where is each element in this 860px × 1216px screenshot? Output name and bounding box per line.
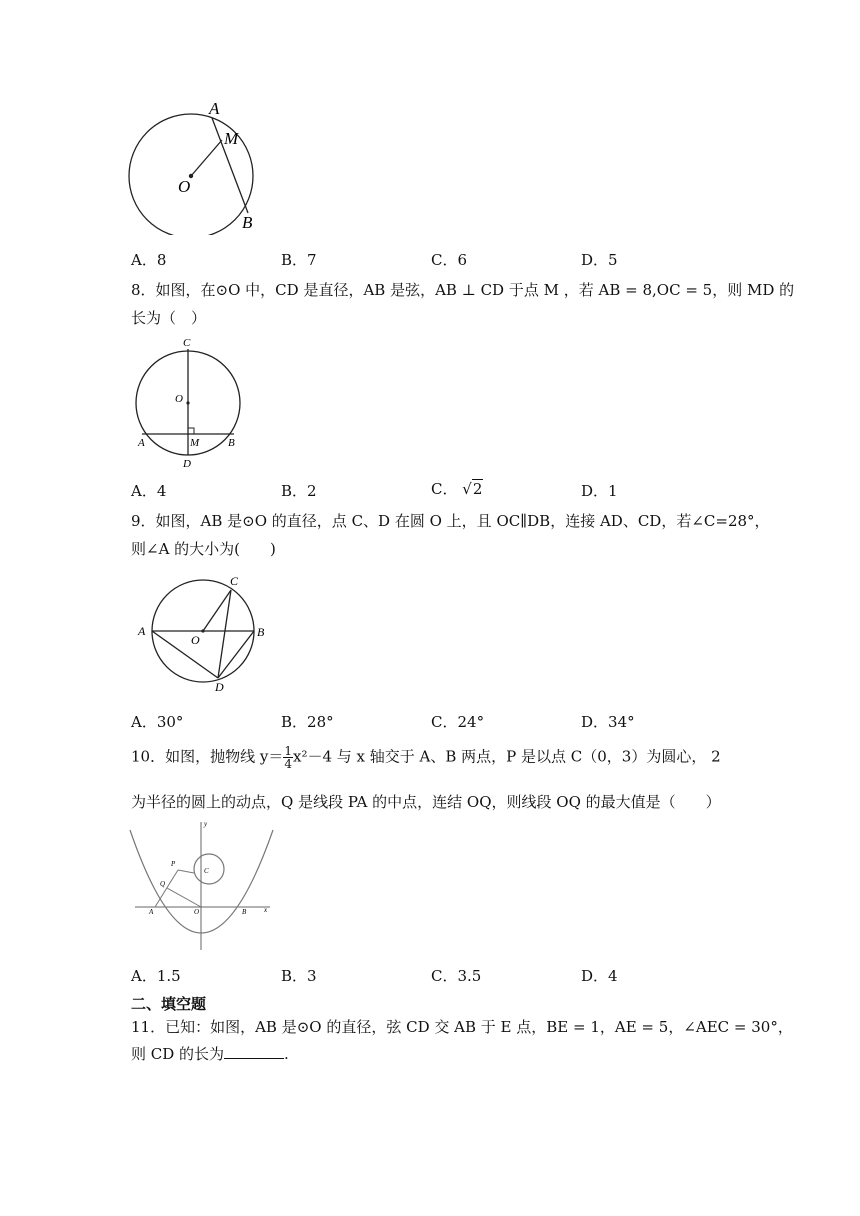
q7-label-a: A — [209, 99, 220, 118]
q9-segment-ad — [152, 631, 218, 678]
q10-text-line2: 为半径的圆上的动点，Q 是线段 PA 的中点，连结 OQ，则线段 OQ 的最大值是（ ） — [131, 793, 721, 811]
q8-option-a: A．4 — [131, 482, 167, 500]
q8-text-line1: 8．如图，在⊙O 中，CD 是直径，AB 是弦，AB ⊥ CD 于点 M ，若 AB = 8,OC = 5，则 MD 的 — [131, 281, 795, 299]
q10-label-b: B — [242, 908, 247, 916]
q10-segment-oq — [167, 888, 201, 907]
q7-option-c: C．6 — [431, 251, 468, 269]
q9-option-c: C．24° — [431, 713, 485, 731]
q7-option-a: A．8 — [131, 251, 167, 269]
q10-text-line1 — [131, 745, 721, 770]
q7-segment-om — [191, 140, 222, 176]
q11-text-line1: 11．已知：如图，AB 是⊙O 的直径，弦 CD 交 AB 于 E 点，BE = 1，AE = 5，∠AEC = 30°， — [131, 1018, 793, 1036]
q8-label-b: B — [228, 437, 235, 449]
q8-option-c-radicand: 2 — [472, 480, 483, 498]
q11-answer-blank — [224, 1044, 284, 1059]
q10-segment-pa — [155, 870, 178, 907]
q7-label-o: O — [178, 177, 191, 196]
q9-text-line1: 9．如图，AB 是⊙O 的直径，点 C、D 在圆 O 上，且 OC∥DB，连接 AD、CD，若∠C=28°， — [131, 512, 770, 530]
q10-label-y: y — [204, 820, 208, 828]
q10-frac-num: 1 — [284, 744, 292, 758]
q9-segment-cd — [218, 590, 231, 678]
q11-line2-pre: 则 CD 的长为 — [131, 1045, 225, 1063]
section-title-fill-in: 二、填空题 — [131, 995, 207, 1013]
q7-label-b: B — [242, 213, 253, 232]
q8-label-a: A — [138, 437, 145, 449]
q10-figure — [125, 818, 280, 953]
q10-label-c: C — [204, 867, 209, 875]
q10-option-c: C．3.5 — [431, 967, 482, 985]
q8-label-m: M — [190, 437, 200, 449]
q10-label-p: P — [171, 860, 176, 868]
q7-option-d: D．5 — [581, 251, 618, 269]
q10-option-d: D．4 — [581, 967, 618, 985]
q9-text-line2: 则∠A 的大小为( ) — [131, 540, 276, 558]
q8-label-d: D — [183, 458, 191, 470]
q7-option-b: B．7 — [281, 251, 317, 269]
q9-figure — [128, 570, 278, 695]
q10-label-a: A — [149, 908, 154, 916]
q10-line1-post: x²－4 与 x 轴交于 A、B 两点，P 是以点 C（0，3）为圆心， 2 — [292, 747, 721, 766]
q11-line2-post: . — [284, 1045, 289, 1063]
q9-option-b: B．28° — [281, 713, 334, 731]
q8-right-angle-mark — [188, 428, 194, 434]
q10-segment-pc — [178, 870, 194, 873]
q11-text-line2 — [131, 1043, 289, 1064]
q8-text-line2: 长为（ ） — [131, 309, 207, 327]
q10-fraction — [283, 745, 293, 770]
q10-label-x: x — [264, 906, 268, 914]
q8-option-b: B．2 — [281, 482, 317, 500]
q9-segment-oc — [203, 590, 231, 631]
q10-option-a: A．1.5 — [131, 967, 181, 985]
q10-label-q: Q — [160, 880, 166, 888]
q10-line1-pre: 10．如图，抛物线 y＝ — [131, 747, 284, 766]
q10-label-o: O — [194, 908, 200, 916]
q9-option-a: A．30° — [131, 713, 184, 731]
q9-option-d: D．34° — [581, 713, 635, 731]
q8-figure — [128, 333, 253, 473]
q9-label-o: O — [191, 633, 200, 647]
q8-option-c-label: C． — [431, 480, 458, 498]
q9-label-b: B — [257, 625, 265, 639]
q10-circle-c — [194, 854, 224, 884]
q8-option-d: D．1 — [581, 482, 618, 500]
q8-label-o: O — [175, 393, 183, 405]
q9-label-a: A — [138, 624, 146, 638]
sqrt-icon: √ — [462, 480, 472, 498]
q8-option-c — [431, 478, 483, 499]
q7-label-m: M — [224, 129, 239, 148]
q10-frac-den: 4 — [284, 757, 292, 771]
q9-label-d: D — [215, 680, 224, 694]
q10-option-b: B．3 — [281, 967, 317, 985]
q8-center-dot — [186, 401, 189, 404]
q8-label-c: C — [183, 337, 191, 349]
q7-figure — [120, 95, 270, 235]
q9-label-c: C — [230, 574, 239, 588]
